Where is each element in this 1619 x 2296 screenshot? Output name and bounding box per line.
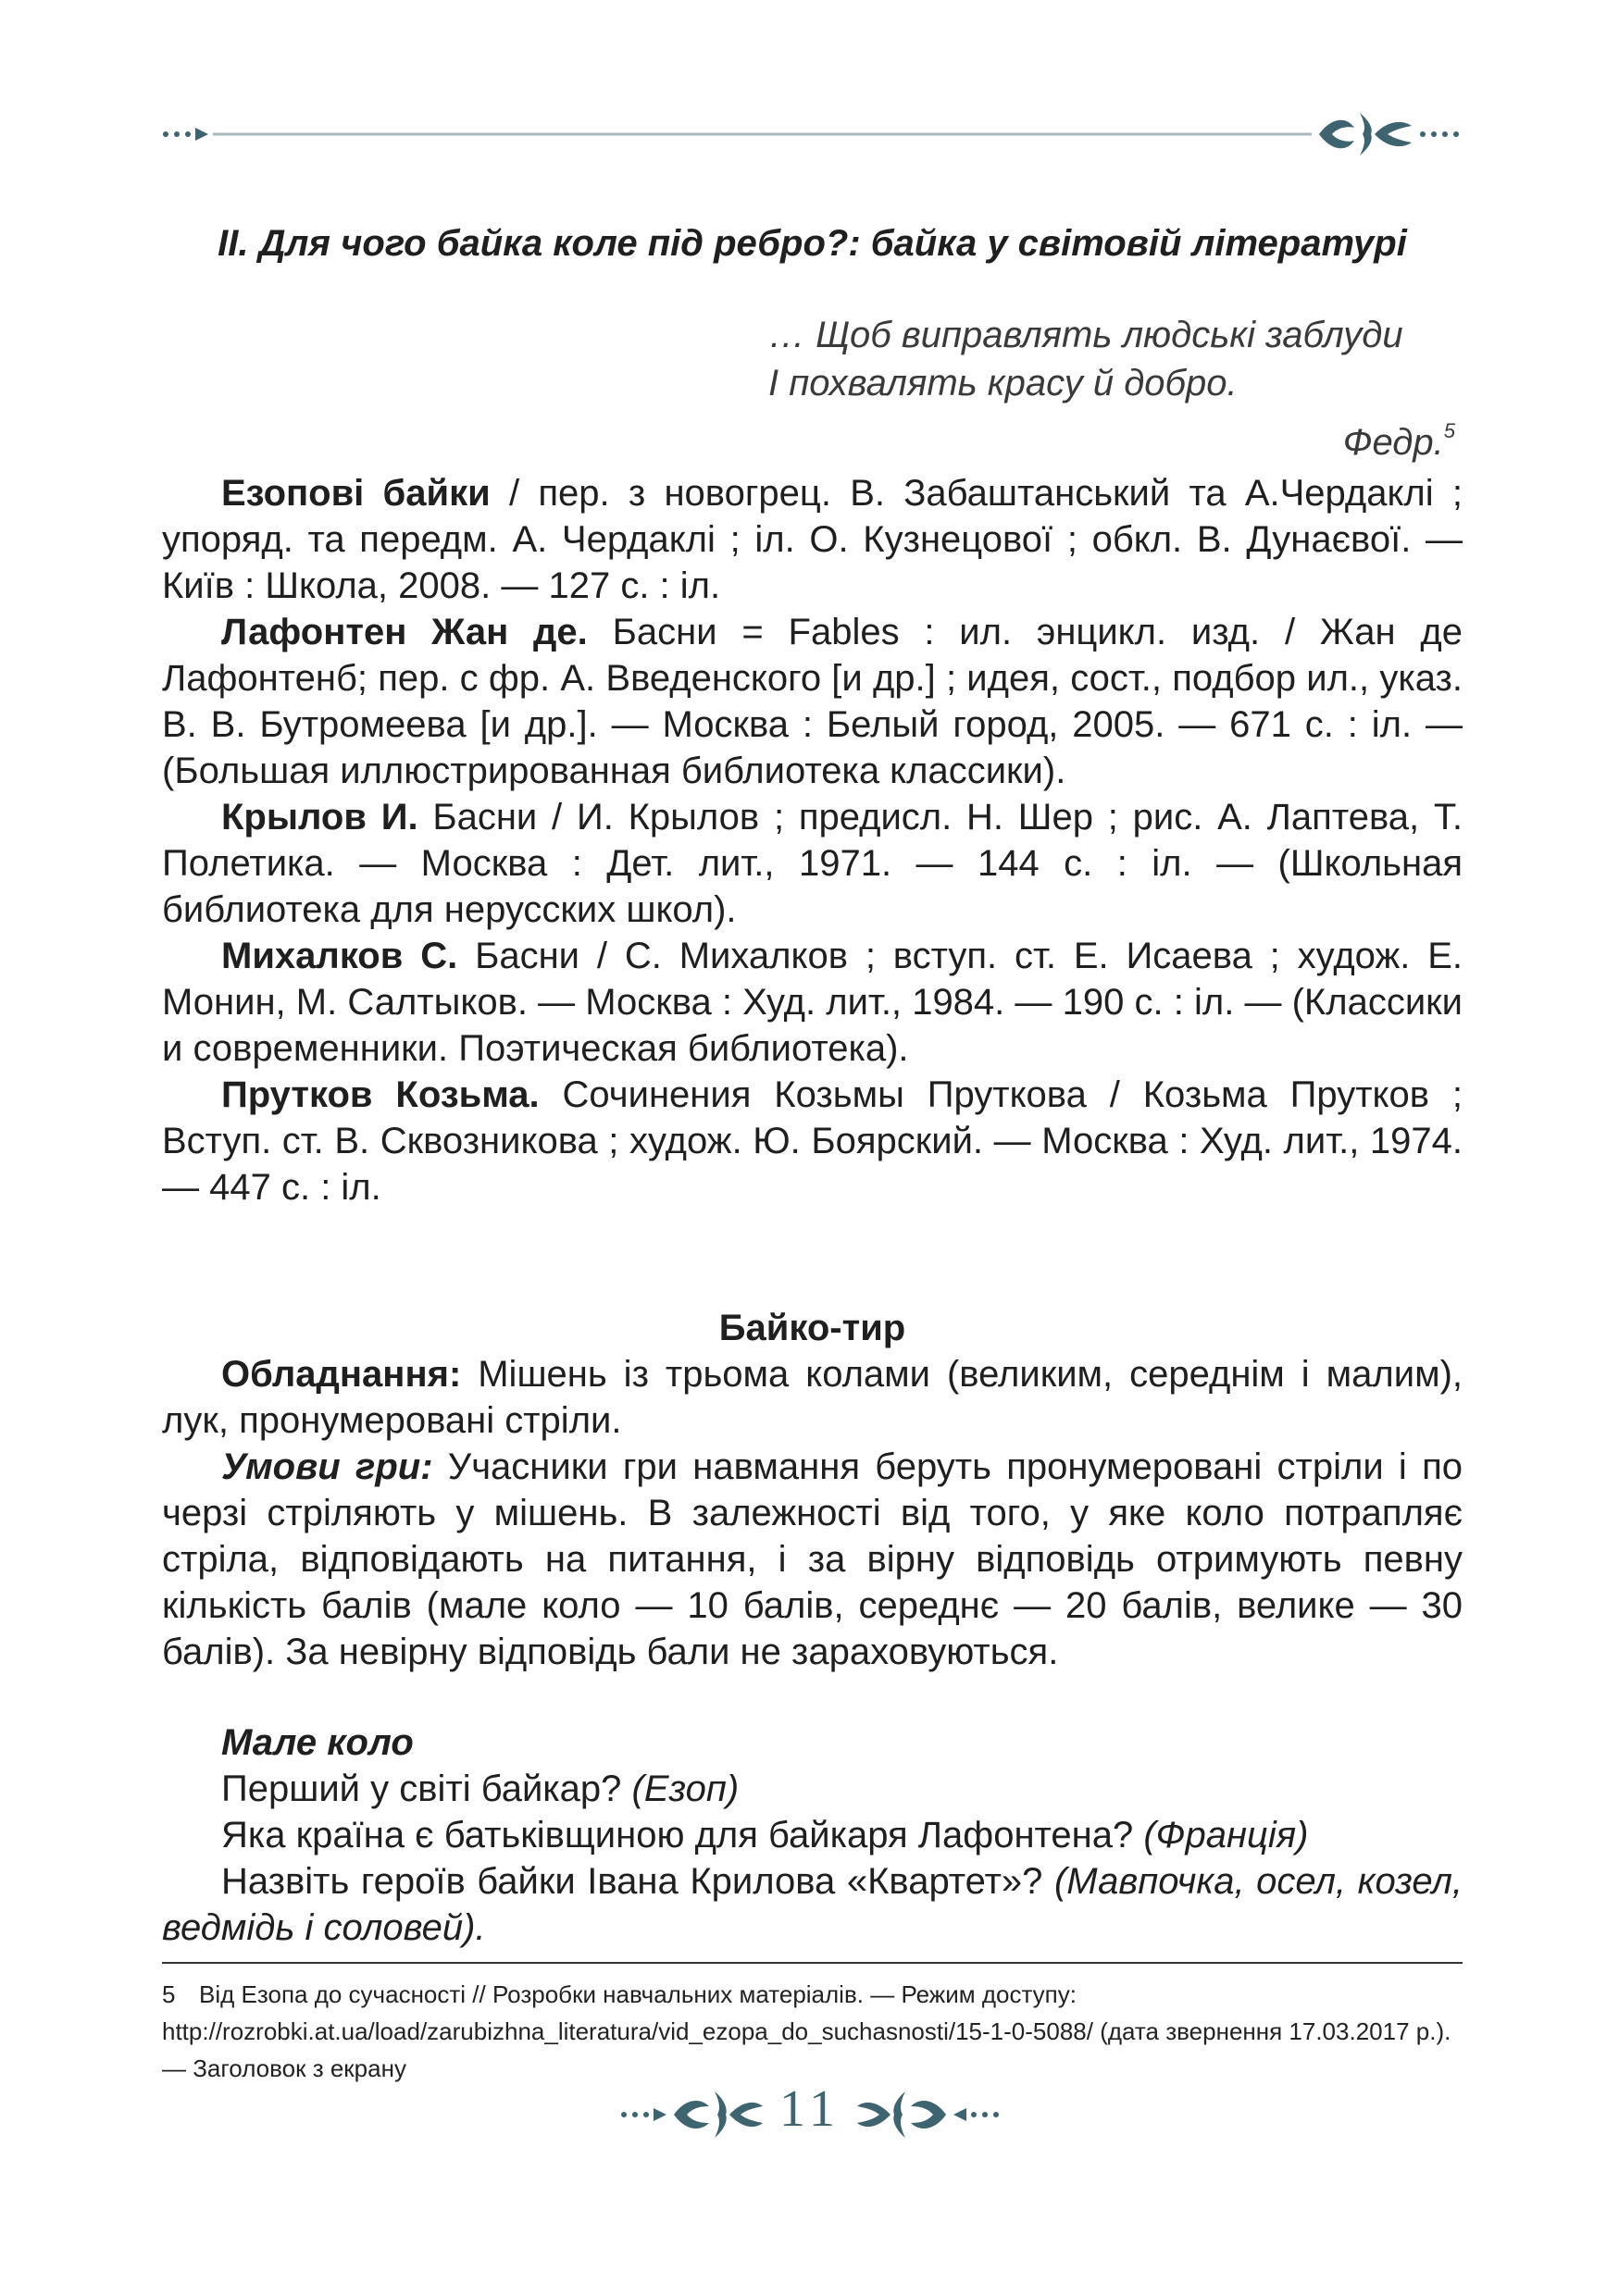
game-title: Байко-тир [718,1308,906,1348]
bib-author: Михалков С. [221,936,458,976]
epigraph [768,311,1463,407]
bib-text: / пер. з новогрец. В. Забаштанський та А.Чердаклі ; упоряд. та передм. А. Чердаклі ; іл. О. Кузнецової ; обкл. В. Дунаєвої. — Київ : Школа, 2008. — 127 с. : іл. [162,473,1463,606]
bib-author: Крылов И. [221,797,418,838]
bib-text: Сочинения Козьмы Пруткова / Козьма Прутков ; Вступ. ст. В. Сквозникова ; худож. Ю. Боярский. — Москва : Худ. лит., 1974. — 447 с. : іл. [162,1074,1463,1208]
bib-entry [162,1072,1463,1210]
equipment-label: Обладнання: [221,1354,462,1395]
bib-text: Басни = Fables : ил. энцикл. изд. / Жан де Лафонтенб; пер. с фр. А. Введенского [и др.] ; идея, сост., подбор ил., указ. В. В. Бутромеева [и др.]. — Москва : Белый город, 2005. — 671 с. : іл. — (Большая иллюстрированная библиотека классики). [162,612,1463,791]
question-text: Назвіть героїв байки Івана Крилова «Квартет»? [221,1861,1054,1902]
footnote-divider [162,1962,1463,1964]
game-rules [162,1444,1463,1675]
bibliography [162,470,1463,1210]
small-circle-title: Мале коло [221,1722,414,1763]
answer-text: (Мавпочка, осел, козел, ведмідь і соловей). [162,1861,1463,1948]
section-heading: ІІ. Для чого байка коле під ребро?: байка у світовій літературі [218,223,1407,264]
question-text: Перший у світі байкар? [221,1769,632,1809]
footnote [162,1976,1453,2087]
rules-text: Учасники гри навмання беруть пронумеровані стріли і по черзі стріляють у мішень. В залежності від того, у яке коло потрапляє стріла, відповідають на питання, і за вірну відповідь отримують певну кількість балів (мале коло — 10 балів, середнє — 20 балів, велике — 30 балів). За невірну відповідь бали не зараховуються. [162,1446,1463,1672]
rules-label: Умови гри: [221,1446,433,1487]
question-item [162,1812,1463,1858]
bib-entry [162,609,1463,794]
footnote-text[interactable]: Від Езопа до сучасності // Розробки навчальних матеріалів. — Режим доступу: http://rozrobki.at.ua/load/zarubizhna_literatura/vid_ezopa_do_suchasnosti/15-1-0-5088/ (дата звернення 17.03.2017 р.). — Заголовок з екрану [162,1980,1451,2082]
page-number: 11 [779,2080,841,2138]
bib-entry [162,933,1463,1072]
question-item [162,1766,1463,1812]
epigraph-line: І похвалять красу й добро. [768,363,1238,403]
bib-author: Лафонтен Жан де. [221,612,588,652]
question-text: Яка країна є батьківщиною для байкаря Лафонтена? [221,1815,1144,1855]
epigraph-author-name: Федр. [1342,422,1444,463]
bib-text: Басни / И. Крылов ; предисл. Н. Шер ; рис. А. Лаптева, Т. Полетика. — Москва : Дет. лит., 1971. — 144 с. : іл. — (Школьная библиотека для нерусских школ). [162,797,1463,930]
equipment-text: Мішень із трьома колами (великим, середнім і малим), лук, пронумеровані стріли. [162,1354,1463,1441]
footnote-number: 5 [162,1980,176,2008]
top-ornament [162,109,1463,159]
bib-text: Басни / С. Михалков ; вступ. ст. Е. Исаева ; худож. Е. Монин, М. Салтыков. — Москва : Худ. лит., 1984. — 190 с. : іл. — (Классики и современники. Поэтическая библиотека). [162,936,1463,1069]
answer-text: (Езоп) [631,1769,740,1809]
bib-entry [162,470,1463,609]
question-item [162,1858,1463,1951]
bib-entry [162,794,1463,933]
epigraph-author [162,407,1455,466]
bib-author: Прутков Козьма. [221,1074,540,1115]
game-equipment [162,1351,1463,1444]
bib-author: Езопові байки [221,473,491,514]
epigraph-line: … Щоб виправлять людські заблуди [768,315,1403,355]
footnote-ref[interactable]: 5 [1443,419,1455,442]
page-body [162,217,1463,1951]
answer-text: (Франція) [1143,1815,1309,1855]
